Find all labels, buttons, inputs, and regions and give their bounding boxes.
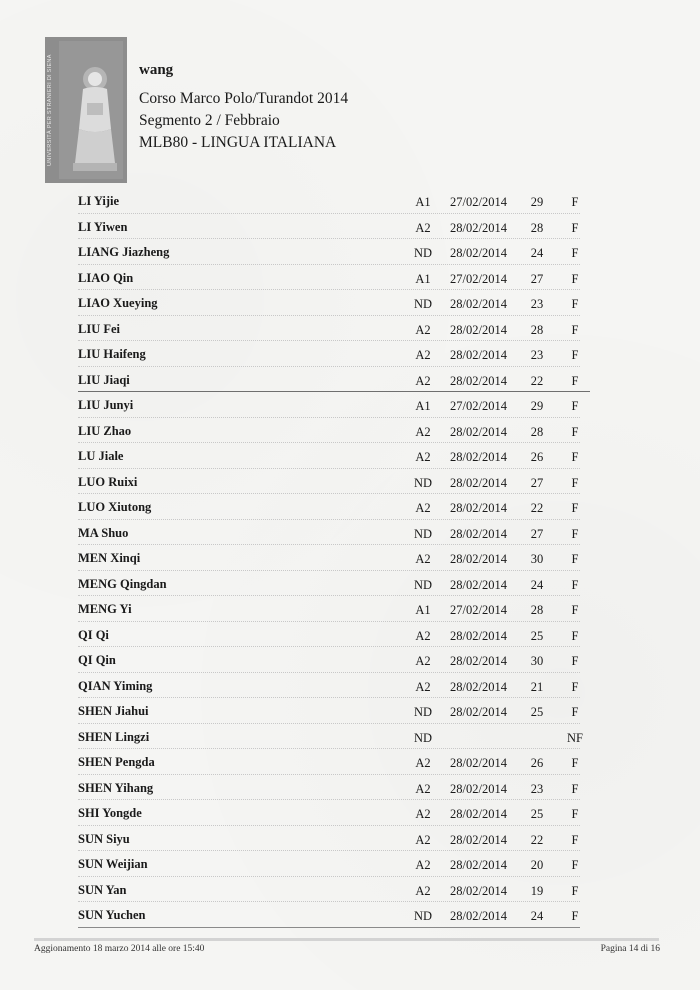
exam-score: 28 xyxy=(530,322,544,337)
exam-date: 28/02/2014 xyxy=(450,654,507,668)
table-row xyxy=(0,214,700,240)
table-row xyxy=(0,724,700,750)
student-level: ND xyxy=(413,577,433,592)
student-name: SHEN Jiahui xyxy=(78,704,149,718)
exam-result: F xyxy=(571,220,579,235)
exam-result: F xyxy=(571,271,579,286)
student-level: A1 xyxy=(415,195,431,209)
exam-date: 28/02/2014 xyxy=(450,807,507,821)
exam-date: 28/02/2014 xyxy=(450,679,507,694)
exam-result: F xyxy=(571,195,579,209)
student-level: ND xyxy=(413,730,433,745)
table-row xyxy=(0,749,700,775)
exam-date: 28/02/2014 xyxy=(450,322,507,337)
student-level: A1 xyxy=(415,271,431,286)
table-row xyxy=(0,545,700,571)
exam-date: 28/02/2014 xyxy=(450,883,507,898)
exam-score: 23 xyxy=(530,781,544,796)
student-level: ND xyxy=(413,705,433,719)
table-row xyxy=(0,469,700,495)
student-level: A1 xyxy=(415,399,431,413)
table-row xyxy=(0,239,700,265)
student-name: LIU Haifeng xyxy=(78,347,146,361)
table-row xyxy=(0,341,700,367)
exam-date: 28/02/2014 xyxy=(450,858,507,872)
footer-divider xyxy=(34,938,659,941)
student-name: LIAO Xueying xyxy=(78,296,158,310)
student-name: LU Jiale xyxy=(78,449,124,463)
student-level: A2 xyxy=(415,450,431,464)
exam-score: 26 xyxy=(530,450,544,464)
student-roster xyxy=(0,188,700,928)
student-name: LIU Junyi xyxy=(78,398,134,412)
exam-date: 28/02/2014 xyxy=(450,373,507,388)
student-name: LIU Zhao xyxy=(78,423,132,438)
student-level: A2 xyxy=(415,373,431,388)
exam-date: 27/02/2014 xyxy=(450,399,507,413)
exam-date: 27/02/2014 xyxy=(450,271,507,286)
student-name: LIAO Qin xyxy=(78,270,134,285)
exam-result: F xyxy=(571,297,579,311)
exam-score: 27 xyxy=(530,271,544,286)
student-name: MA Shuo xyxy=(78,525,129,540)
student-name: LI Yijie xyxy=(78,194,120,208)
exam-date: 28/02/2014 xyxy=(450,475,507,490)
exam-date: 27/02/2014 xyxy=(450,195,507,209)
student-level: A2 xyxy=(415,552,431,566)
table-row xyxy=(0,800,700,826)
table-row xyxy=(0,188,700,214)
student-level: A2 xyxy=(415,322,431,337)
owner-name: wang xyxy=(139,62,174,78)
student-level: A2 xyxy=(415,756,431,770)
student-name: MENG Yi xyxy=(78,602,132,616)
student-name: MEN Xinqi xyxy=(78,551,141,565)
seal-caption: UNIVERSITÀ PER STRANIERI DI SIENA xyxy=(47,54,53,166)
exam-result: F xyxy=(571,883,579,898)
exam-date: 28/02/2014 xyxy=(450,297,507,311)
exam-result: F xyxy=(571,348,579,362)
module-title: MLB80 - LINGUA ITALIANA xyxy=(139,134,337,151)
student-level: A2 xyxy=(415,348,431,362)
exam-score: 20 xyxy=(530,858,544,872)
student-name: MENG Qingdan xyxy=(78,576,167,591)
exam-date: 28/02/2014 xyxy=(450,348,507,362)
student-name: QI Qi xyxy=(78,627,109,642)
table-row xyxy=(0,877,700,903)
exam-score: 30 xyxy=(530,654,544,668)
student-name: QIAN Yiming xyxy=(78,678,153,693)
exam-date: 28/02/2014 xyxy=(450,552,507,566)
student-name: SHEN Yihang xyxy=(78,780,154,795)
exam-date: 28/02/2014 xyxy=(450,832,507,847)
exam-result: F xyxy=(571,654,579,668)
student-name: LI Yiwen xyxy=(78,219,128,234)
table-row xyxy=(0,902,700,928)
exam-result: F xyxy=(571,424,579,439)
exam-date: 28/02/2014 xyxy=(450,628,507,643)
exam-result: F xyxy=(571,832,579,847)
exam-result: F xyxy=(571,322,579,337)
exam-result: F xyxy=(571,450,579,464)
table-row xyxy=(0,622,700,648)
student-level: A2 xyxy=(415,679,431,694)
student-name: LIU Fei xyxy=(78,321,121,336)
student-level: A1 xyxy=(415,603,431,617)
exam-score: 30 xyxy=(530,552,544,566)
student-level: A2 xyxy=(415,858,431,872)
student-name: SHI Yongde xyxy=(78,806,142,820)
exam-score: 26 xyxy=(530,756,544,770)
exam-date: 28/02/2014 xyxy=(450,501,507,515)
exam-date: 27/02/2014 xyxy=(450,603,507,617)
student-name: LIU Jiaqi xyxy=(78,372,130,387)
university-seal-logo xyxy=(45,37,127,183)
exam-score: 25 xyxy=(530,628,544,643)
exam-score: 24 xyxy=(530,246,544,260)
exam-result: F xyxy=(571,475,579,490)
table-row xyxy=(0,316,700,342)
student-name: LUO Ruixi xyxy=(78,474,138,489)
exam-result: F xyxy=(571,246,579,260)
exam-score: 28 xyxy=(530,603,544,617)
student-level: A2 xyxy=(415,501,431,515)
row-separator xyxy=(78,927,580,928)
exam-result: F xyxy=(571,501,579,515)
table-row xyxy=(0,494,700,520)
exam-result: F xyxy=(571,552,579,566)
student-name: SUN Yuchen xyxy=(78,908,146,922)
table-row xyxy=(0,571,700,597)
exam-result: F xyxy=(571,603,579,617)
exam-result: F xyxy=(571,373,579,388)
student-level: A2 xyxy=(415,628,431,643)
exam-score: 28 xyxy=(530,424,544,439)
exam-result: NF xyxy=(567,730,583,745)
table-row xyxy=(0,673,700,699)
student-level: A2 xyxy=(415,883,431,898)
exam-score: 28 xyxy=(530,220,544,235)
student-name: SUN Weijian xyxy=(78,857,148,871)
student-level: A2 xyxy=(415,220,431,235)
student-name: LUO Xiutong xyxy=(78,500,152,514)
exam-date: 28/02/2014 xyxy=(450,909,507,923)
exam-result: F xyxy=(571,628,579,643)
table-row xyxy=(0,851,700,877)
student-level: A2 xyxy=(415,654,431,668)
exam-result: F xyxy=(571,399,579,413)
exam-score: 27 xyxy=(530,475,544,490)
table-row xyxy=(0,647,700,673)
student-level: A2 xyxy=(415,424,431,439)
exam-date: 28/02/2014 xyxy=(450,450,507,464)
table-row xyxy=(0,826,700,852)
exam-date: 28/02/2014 xyxy=(450,577,507,592)
student-level: ND xyxy=(413,475,433,490)
exam-score: 22 xyxy=(530,832,544,847)
exam-date: 28/02/2014 xyxy=(450,781,507,796)
exam-date: 28/02/2014 xyxy=(450,756,507,770)
segment-title: Segmento 2 / Febbraio xyxy=(139,112,280,129)
update-timestamp: Aggionamento 18 marzo 2014 alle ore 15:40 xyxy=(34,944,205,954)
table-row xyxy=(0,698,700,724)
exam-score: 23 xyxy=(530,348,544,362)
student-level: A2 xyxy=(415,807,431,821)
table-row xyxy=(0,520,700,546)
student-level: A2 xyxy=(415,832,431,847)
exam-score: 24 xyxy=(530,909,544,923)
exam-result: F xyxy=(571,705,579,719)
exam-result: F xyxy=(571,858,579,872)
page-number: Pagina 14 di 16 xyxy=(600,944,660,954)
student-name: QI Qin xyxy=(78,653,116,667)
exam-score: 24 xyxy=(530,577,544,592)
exam-date: 28/02/2014 xyxy=(450,220,507,235)
student-name: LIANG Jiazheng xyxy=(78,245,170,259)
student-name: SUN Yan xyxy=(78,882,127,897)
exam-date: 28/02/2014 xyxy=(450,246,507,260)
student-level: ND xyxy=(413,909,433,923)
table-row xyxy=(0,290,700,316)
exam-result: F xyxy=(571,679,579,694)
exam-date: 28/02/2014 xyxy=(450,705,507,719)
table-row xyxy=(0,596,700,622)
exam-score: 29 xyxy=(530,399,544,413)
student-name: SUN Siyu xyxy=(78,831,130,846)
table-row xyxy=(0,775,700,801)
exam-score: 29 xyxy=(530,195,544,209)
table-row xyxy=(0,392,700,418)
course-title: Corso Marco Polo/Turandot 2014 xyxy=(139,90,349,107)
student-name: SHEN Lingzi xyxy=(78,729,150,744)
exam-result: F xyxy=(571,781,579,796)
exam-score: 22 xyxy=(530,501,544,515)
exam-score: 27 xyxy=(530,526,544,541)
student-level: ND xyxy=(413,297,433,311)
exam-result: F xyxy=(571,909,579,923)
exam-date: 28/02/2014 xyxy=(450,424,507,439)
table-row xyxy=(0,367,700,393)
table-row xyxy=(0,265,700,291)
exam-result: F xyxy=(571,526,579,541)
student-level: A2 xyxy=(415,781,431,796)
exam-date: 28/02/2014 xyxy=(450,526,507,541)
table-row xyxy=(0,418,700,444)
table-row xyxy=(0,443,700,469)
exam-score: 25 xyxy=(530,807,544,821)
exam-result: F xyxy=(571,807,579,821)
document-header xyxy=(139,62,348,154)
student-name: SHEN Pengda xyxy=(78,755,155,769)
exam-score: 23 xyxy=(530,297,544,311)
exam-score: 25 xyxy=(530,705,544,719)
exam-score: 19 xyxy=(530,883,544,898)
exam-result: F xyxy=(571,577,579,592)
student-level: ND xyxy=(413,526,433,541)
exam-score: 21 xyxy=(530,679,544,694)
exam-result: F xyxy=(571,756,579,770)
student-level: ND xyxy=(413,246,433,260)
exam-score: 22 xyxy=(530,373,544,388)
